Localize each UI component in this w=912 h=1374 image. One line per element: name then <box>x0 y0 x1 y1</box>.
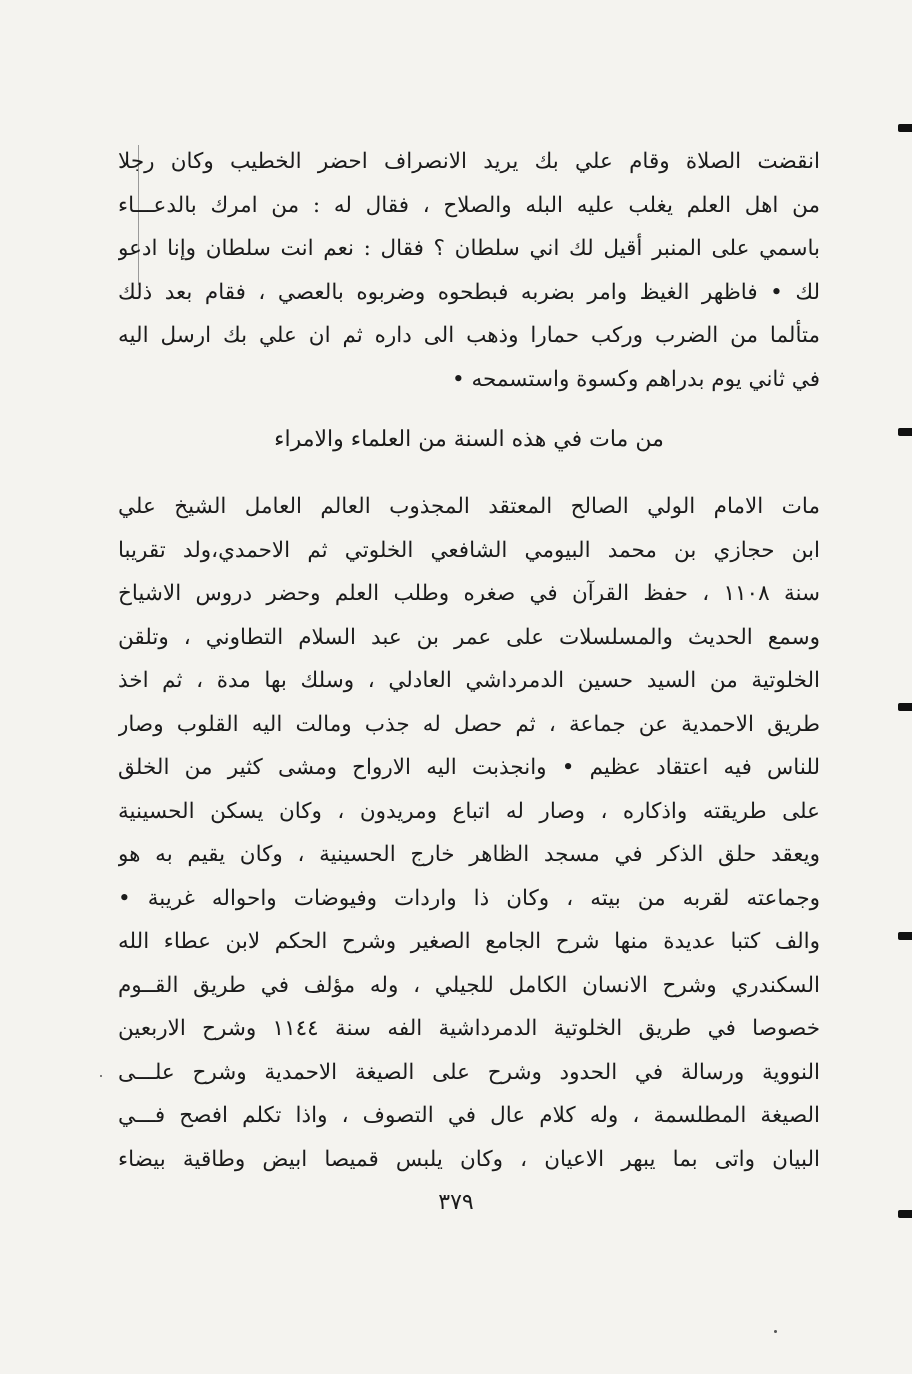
text-line: باسمي على المنبر أقيل لك اني سلطان ؟ فقال : نعم انت سلطان وإنا ادعو <box>118 236 820 261</box>
text-line: الصيغة المطلسمة ، وله كلام عال في التصوف ، واذا تكلم افصح فـــي <box>118 1103 820 1128</box>
scan-speck <box>774 1330 777 1333</box>
section-heading: من مات في هذه السنة من العلماء والامراء <box>274 427 664 452</box>
scan-edge-mark <box>898 124 912 132</box>
text-line: طريق الاحمدية عن جماعة ، ثم حصل له جذب ومالت اليه القلوب وصار <box>118 711 820 737</box>
page-number: ٣٧٩ <box>438 1190 474 1215</box>
text-line: على طريقته واذكاره ، وصار له اتباع ومريدون ، وكان يسكن الحسينية <box>118 798 820 824</box>
text-line: والف كتبا عديدة منها شرح الجامع الصغير وشرح الحكم لابن عطاء الله <box>118 929 820 954</box>
text-line: ابن حجازي بن محمد البيومي الشافعي الخلوتي ثم الاحمدي،ولد تقريبا <box>118 537 820 563</box>
scan-edge-mark <box>898 1210 912 1218</box>
text-line: مات الامام الولي الصالح المعتقد المجذوب العالم العامل الشيخ علي <box>118 494 820 519</box>
scan-edge-mark <box>898 428 912 436</box>
scan-edge-mark <box>898 703 912 711</box>
text-line: انقضت الصلاة وقام علي بك يريد الانصراف احضر الخطيب وكان رجلا <box>118 149 820 174</box>
paragraph-1 <box>118 140 820 401</box>
text-line: من اهل العلم يغلب عليه البله والصلاح ، فقال له : من امرك بالدعـــاء <box>118 192 820 218</box>
text-line: في ثاني يوم بدراهم وكسوة واستسمحه • <box>451 366 820 392</box>
scan-speck <box>100 1075 102 1077</box>
text-line: وسمع الحديث والمسلسلات على عمر بن عبد السلام التطاوني ، وتلقن <box>118 624 820 650</box>
text-line: سنة ١١٠٨ ، حفظ القرآن في صغره وطلب العلم وحضر دروس الاشياخ <box>118 581 820 606</box>
text-line: للناس فيه اعتقاد عظيم • وانجذبت اليه الارواح ومشى كثير من الخلق <box>118 755 820 780</box>
text-line: ويعقد حلق الذكر في مسجد الظاهر خارج الحسينية ، وكان يقيم به هو <box>118 842 820 867</box>
scan-edge-mark <box>898 932 912 940</box>
text-line: متألما من الضرب وركب حمارا وذهب الى داره ثم ان علي بك ارسل اليه <box>118 323 820 348</box>
text-line: البيان واتى بما يبهر الاعيان ، وكان يلبس قميصا ابيض وطاقية بيضاء <box>118 1146 820 1172</box>
text-line: الخلوتية من السيد حسين الدمرداشي العادلي ، وسلك بها مدة ، ثم اخذ <box>118 668 820 693</box>
text-line: وجماعته لقربه من بيته ، وكان ذا واردات وفيوضات واحواله غريبة • <box>118 885 820 911</box>
paragraph-2 <box>118 485 820 1181</box>
text-line: السكندري وشرح الانسان الكامل للجيلي ، وله مؤلف في طريق القــوم <box>118 972 820 998</box>
text-line: لك • فاظهر الغيظ وامر بضربه فبطحوه وضربوه بالعصي ، فقام بعد ذلك <box>118 279 820 305</box>
text-line: النووية ورسالة في الحدود وشرح على الصيغة الاحمدية وشرح علـــى <box>118 1059 820 1085</box>
text-line: خصوصا في طريق الخلوتية الدمرداشية الفه سنة ١١٤٤ وشرح الاربعين <box>118 1016 820 1041</box>
